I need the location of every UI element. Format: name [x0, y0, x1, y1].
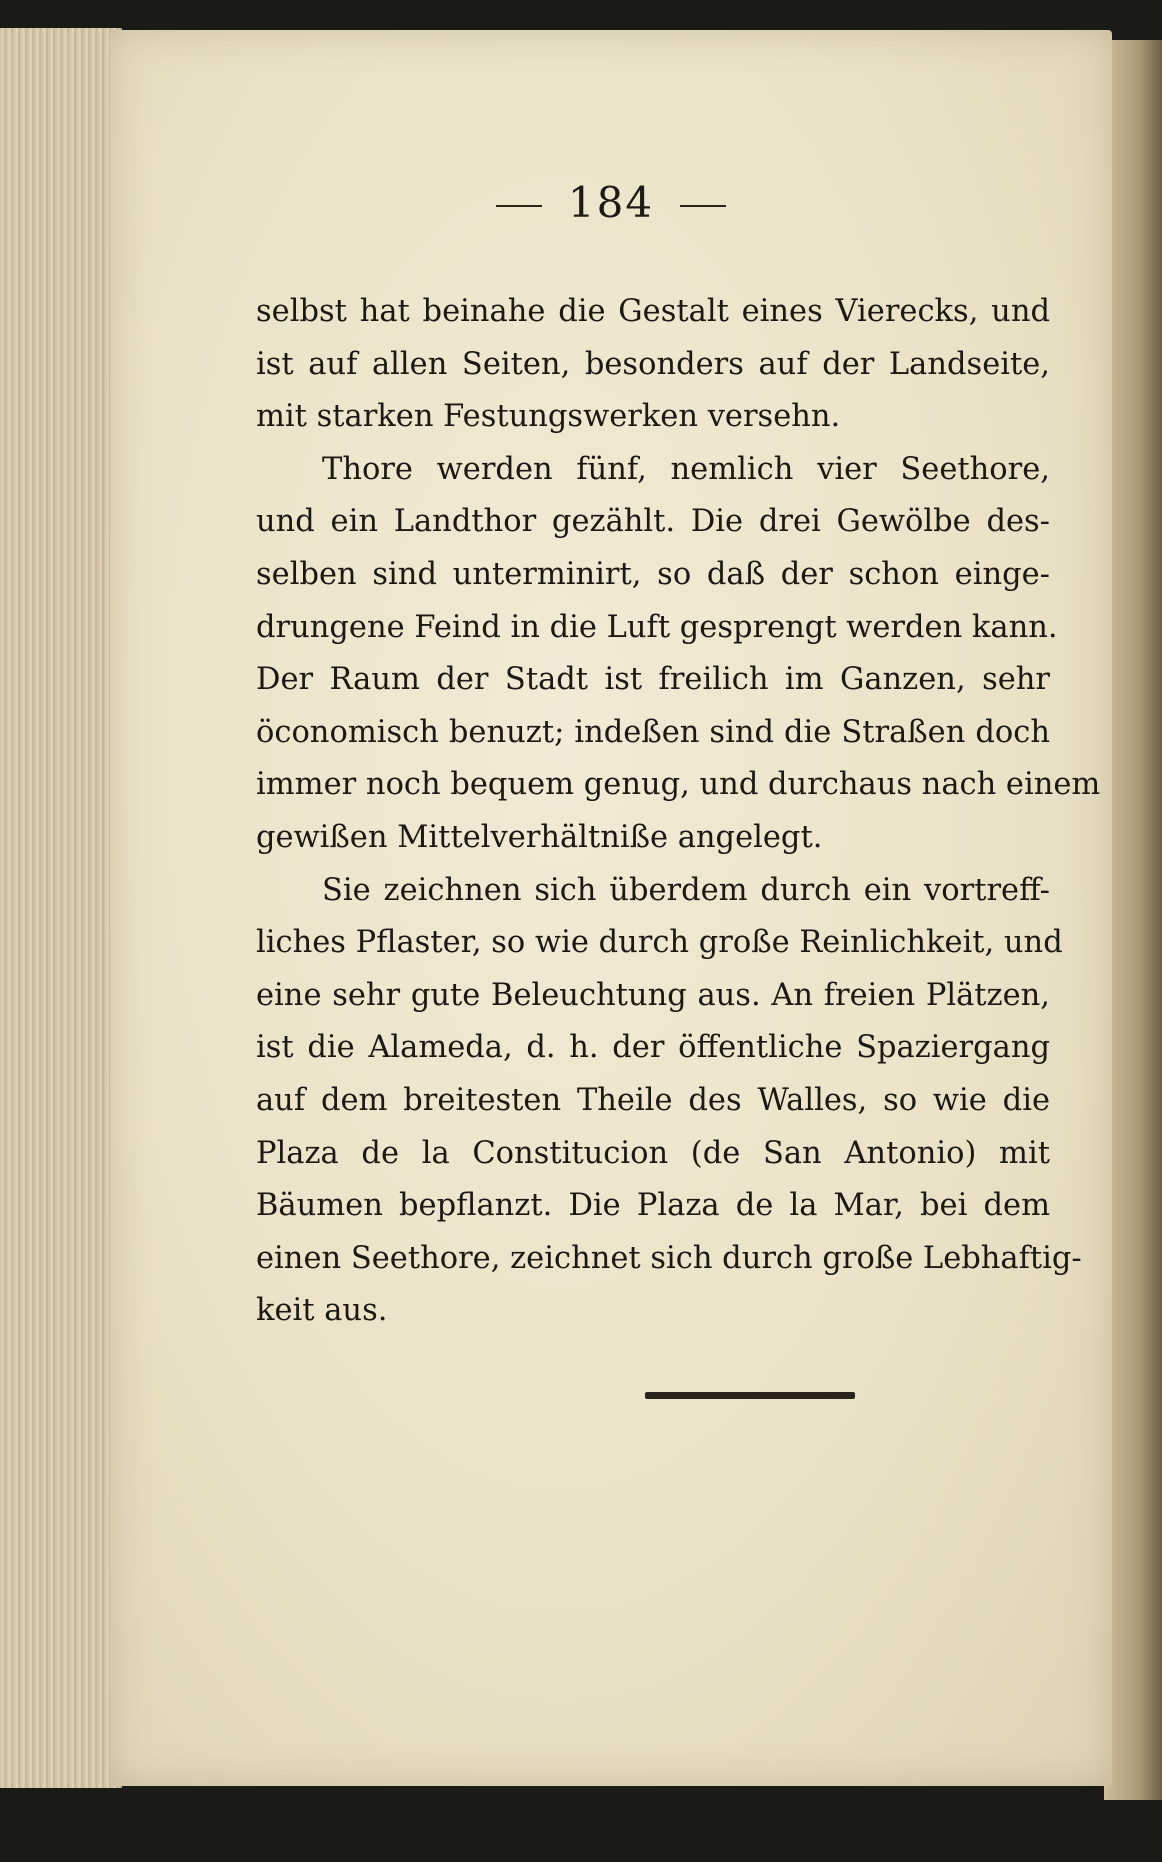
text-line: ist auf allen Seiten, besonders auf der Landseite, [256, 346, 1050, 382]
text-line: Plaza de la Constitucion (de San Antonio) mit [256, 1135, 1050, 1171]
text-line: und ein Landthor gezählt. Die drei Gewölbe des- [256, 504, 1050, 540]
body-text [256, 286, 1101, 1338]
book-page-edges [0, 28, 122, 1788]
text-line: Sie zeichnen sich überdem durch ein vortreff- [322, 872, 1050, 908]
text-line: selbst hat beinahe die Gestalt eines Vierecks, und [256, 294, 1050, 329]
text-line: ist die Alameda, d. h. der öffentliche Spaziergang [256, 1030, 1050, 1066]
page-number-text: 184 [567, 178, 655, 227]
text-line: öconomisch benuzt; indeßen sind die Straßen doch [256, 714, 1050, 750]
book-cover-edge [1104, 40, 1162, 1800]
text-line: eine sehr gute Beleuchtung aus. An freien Plätzen, [256, 977, 1050, 1013]
section-end-rule [645, 1392, 855, 1399]
text-line: mit starken Festungswerken versehn. [256, 399, 841, 435]
text-line: immer noch bequem genug, und durchaus nach einem [256, 767, 1101, 803]
page-number-dash-left [496, 205, 542, 207]
book-page [110, 30, 1112, 1786]
page-number [110, 178, 1112, 227]
text-line: auf dem breitesten Theile des Walles, so wie die [256, 1082, 1050, 1118]
text-line: Thore werden fünf, nemlich vier Seethore, [322, 451, 1050, 487]
text-line: selben sind unterminirt, so daß der schon einge- [256, 556, 1050, 592]
page-number-dash-right [680, 205, 726, 207]
text-line: einen Seethore, zeichnet sich durch große Lebhaftig- [256, 1240, 1082, 1276]
text-line: liches Pflaster, so wie durch große Reinlichkeit, und [256, 925, 1063, 961]
text-line: drungene Feind in die Luft gesprengt werden kann. [256, 609, 1058, 645]
text-line: Bäumen bepflanzt. Die Plaza de la Mar, bei dem [256, 1188, 1050, 1224]
text-line: gewißen Mittelverhältniße angelegt. [256, 819, 823, 855]
text-line: Der Raum der Stadt ist freilich im Ganzen, sehr [256, 662, 1050, 698]
text-line: keit aus. [256, 1293, 388, 1329]
